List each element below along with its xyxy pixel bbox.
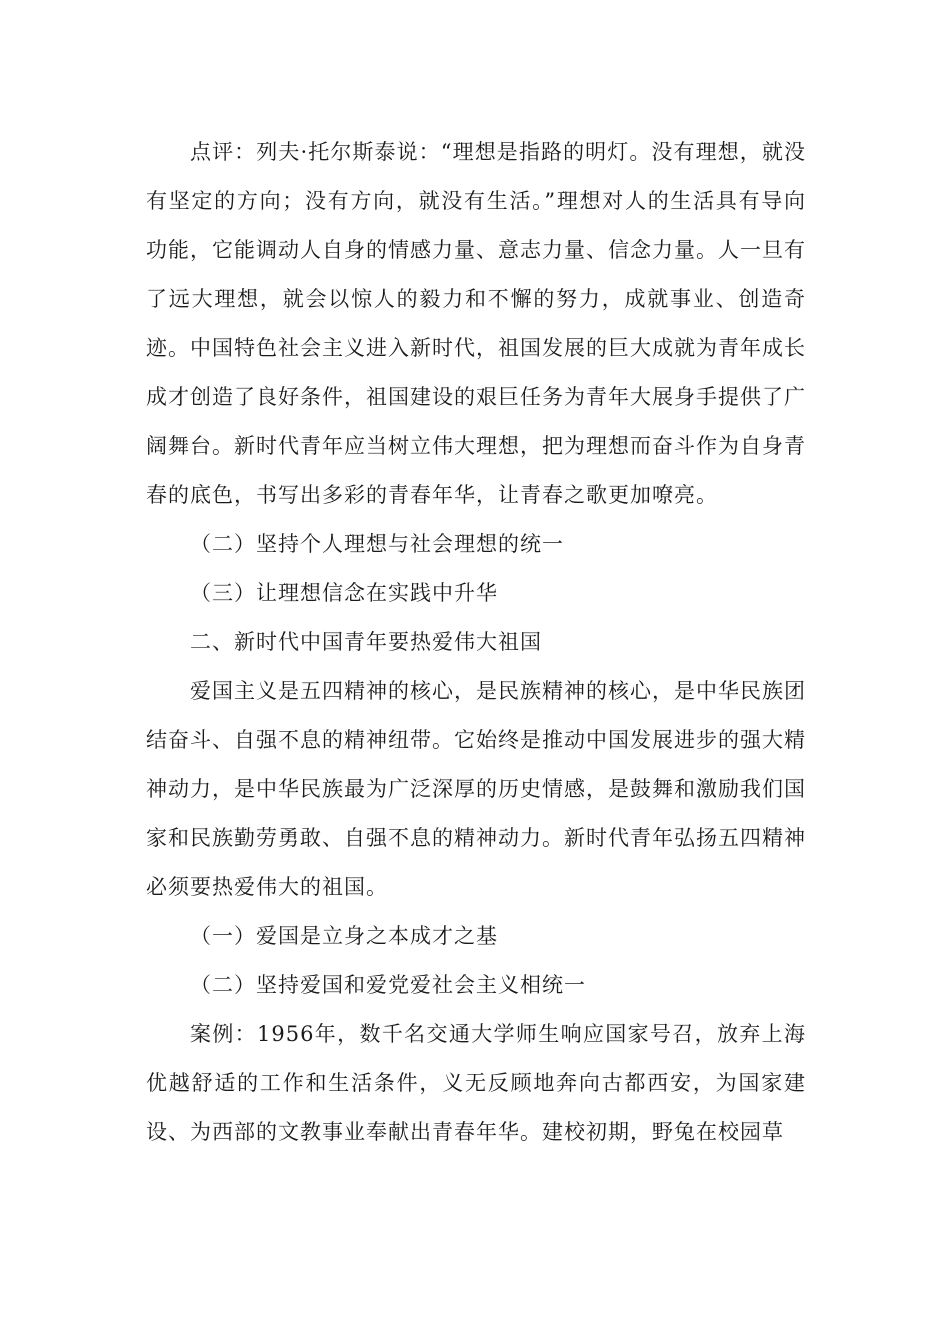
paragraph-commentary: 点评：列夫·托尔斯泰说：“理想是指路的明灯。没有理想，就没有坚定的方向；没有方向，就没有生活。”理想对人的生活具有导向功能，它能调动人自身的情感力量、意志力量、信念力量。人一旦有了远大理想，就会以惊人的毅力和不懈的努力，成就事业、创造奇迹。中国特色社会主义进入新时代，祖国发展的巨大成就为青年成长成才创造了良好条件，祖国建设的艰巨任务为青年大展身手提供了广阔舞台。新时代青年应当树立伟大理想，把为理想而奋斗作为自身青春的底色，书写出多彩的青春年华，让青春之歌更加嘹亮。 — [146, 140, 806, 507]
sub-heading-unify-patriotism: （二）坚持爱国和爱党爱社会主义相统一 — [190, 973, 586, 997]
sub-heading-ideals-in-practice: （三）让理想信念在实践中升华 — [190, 581, 498, 605]
paragraph-patriotism: 爱国主义是五四精神的核心，是民族精神的核心，是中华民族团结奋斗、自强不息的精神纽带。它始终是推动中国发展进步的强大精神动力，是中华民族最为广泛深厚的历史情感，是鼓舞和激励我们国家和民族勤劳勇敢、自强不息的精神动力。新时代青年弘扬五四精神必须要热爱伟大的祖国。 — [146, 679, 806, 899]
section-heading-love-motherland: 二、新时代中国青年要热爱伟大祖国 — [190, 630, 542, 654]
sub-heading-individual-social-ideals: （二）坚持个人理想与社会理想的统一 — [190, 532, 564, 556]
sub-heading-patriotism-foundation: （一）爱国是立身之本成才之基 — [190, 924, 498, 948]
document-body — [146, 128, 806, 1157]
paragraph-case-study: 案例：1956年，数千名交通大学师生响应国家号召，放弃上海优越舒适的工作和生活条件，义无反顾地奔向古都西安，为国家建设、为西部的文教事业奉献出青春年华。建校初期，野兔在校园草 — [146, 1022, 806, 1144]
